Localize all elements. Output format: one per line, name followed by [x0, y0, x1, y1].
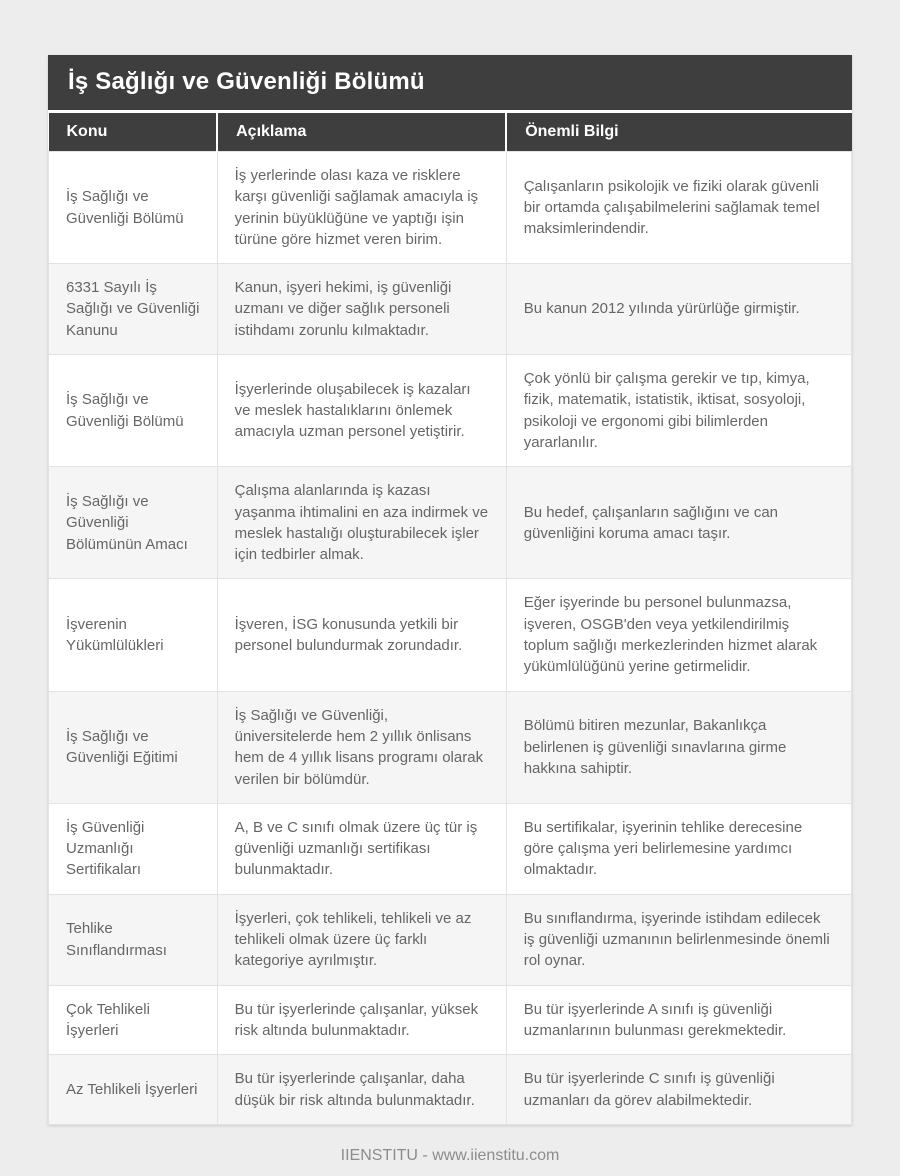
table-header-row: [49, 113, 852, 152]
table-row: [49, 467, 852, 579]
table-row: [49, 152, 852, 264]
cell-konu: İşverenin Yükümlülükleri: [49, 579, 218, 691]
table-row: [49, 1055, 852, 1125]
table-row: [49, 894, 852, 985]
table-body: [49, 152, 852, 1125]
cell-konu: İş Sağlığı ve Güvenliği Bölümünün Amacı: [49, 467, 218, 579]
cell-aciklama: Bu tür işyerlerinde çalışanlar, daha düşük bir risk altında bulunmaktadır.: [217, 1055, 506, 1125]
cell-aciklama: İşyerleri, çok tehlikeli, tehlikeli ve az tehlikeli olmak üzere üç farklı kategoriye ayrılmıştır.: [217, 894, 506, 985]
table-row: [49, 691, 852, 803]
cell-aciklama: Kanun, işyeri hekimi, iş güvenliği uzmanı ve diğer sağlık personeli istihdamı zorunlu kılmaktadır.: [217, 264, 506, 355]
cell-konu: İş Güvenliği Uzmanlığı Sertifikaları: [49, 803, 218, 894]
footer-credit: IIENSTITU - www.iienstitu.com: [340, 1146, 560, 1164]
cell-konu: Tehlike Sınıflandırması: [49, 894, 218, 985]
page-title: İş Sağlığı ve Güvenliği Bölümü: [48, 55, 852, 113]
table-row: [49, 803, 852, 894]
column-header-onemli-bilgi: Önemli Bilgi: [506, 113, 851, 152]
cell-konu: Az Tehlikeli İşyerleri: [49, 1055, 218, 1125]
cell-aciklama: A, B ve C sınıfı olmak üzere üç tür iş güvenliği uzmanlığı sertifikası bulunmaktadır.: [217, 803, 506, 894]
cell-aciklama: İş yerlerinde olası kaza ve risklere karşı güvenliği sağlamak amacıyla iş yerinin büyüklüğüne ve yaptığı işin türüne göre hizmet veren birim.: [217, 152, 506, 264]
cell-onemli-bilgi: Bu kanun 2012 yılında yürürlüğe girmiştir.: [506, 264, 851, 355]
cell-aciklama: İşyerlerinde oluşabilecek iş kazaları ve meslek hastalıklarını önlemek amacıyla uzman personel yetiştirir.: [217, 355, 506, 467]
table-row: [49, 579, 852, 691]
cell-konu: İş Sağlığı ve Güvenliği Eğitimi: [49, 691, 218, 803]
cell-onemli-bilgi: Bu tür işyerlerinde C sınıfı iş güvenliği uzmanları da görev alabilmektedir.: [506, 1055, 851, 1125]
cell-onemli-bilgi: Bu sınıflandırma, işyerinde istihdam edilecek iş güvenliği uzmanının belirlenmesinde önemli rol oynar.: [506, 894, 851, 985]
cell-onemli-bilgi: Bu sertifikalar, işyerinin tehlike derecesine göre çalışma yeri belirlemesine yardımcı olmaktadır.: [506, 803, 851, 894]
table-row: [49, 985, 852, 1055]
cell-konu: İş Sağlığı ve Güvenliği Bölümü: [49, 355, 218, 467]
table-row: [49, 264, 852, 355]
table-header: [49, 113, 852, 152]
cell-aciklama: Bu tür işyerlerinde çalışanlar, yüksek risk altında bulunmaktadır.: [217, 985, 506, 1055]
cell-aciklama: Çalışma alanlarında iş kazası yaşanma ihtimalini en aza indirmek ve meslek hastalığı oluşturabilecek işler için tedbirler almak.: [217, 467, 506, 579]
cell-onemli-bilgi: Eğer işyerinde bu personel bulunmazsa, işveren, OSGB'den veya yetkilendirilmiş toplum sağlığı merkezlerinden hizmet alarak yükümlülüğünü yerine getirmelidir.: [506, 579, 851, 691]
column-header-aciklama: Açıklama: [217, 113, 506, 152]
column-header-konu: Konu: [49, 113, 218, 152]
isg-table: [48, 113, 852, 1125]
cell-onemli-bilgi: Bu tür işyerlerinde A sınıfı iş güvenliği uzmanlarının bulunması gerekmektedir.: [506, 985, 851, 1055]
cell-konu: İş Sağlığı ve Güvenliği Bölümü: [49, 152, 218, 264]
cell-aciklama: İş Sağlığı ve Güvenliği, üniversitelerde hem 2 yıllık önlisans hem de 4 yıllık lisans programı olarak verilen bir bölümdür.: [217, 691, 506, 803]
cell-onemli-bilgi: Çalışanların psikolojik ve fiziki olarak güvenli bir ortamda çalışabilmelerini sağlamak temel maksimlerindendir.: [506, 152, 851, 264]
isg-table-card: [48, 55, 852, 1125]
cell-onemli-bilgi: Bu hedef, çalışanların sağlığını ve can güvenliğini koruma amacı taşır.: [506, 467, 851, 579]
cell-onemli-bilgi: Çok yönlü bir çalışma gerekir ve tıp, kimya, fizik, matematik, istatistik, iktisat, sosyoloji, psikoloji ve ergonomi gibi bilimlerden yararlanılır.: [506, 355, 851, 467]
cell-onemli-bilgi: Bölümü bitiren mezunlar, Bakanlıkça belirlenen iş güvenliği sınavlarına girme hakkına sahiptir.: [506, 691, 851, 803]
cell-konu: 6331 Sayılı İş Sağlığı ve Güvenliği Kanunu: [49, 264, 218, 355]
cell-aciklama: İşveren, İSG konusunda yetkili bir personel bulundurmak zorundadır.: [217, 579, 506, 691]
cell-konu: Çok Tehlikeli İşyerleri: [49, 985, 218, 1055]
table-row: [49, 355, 852, 467]
